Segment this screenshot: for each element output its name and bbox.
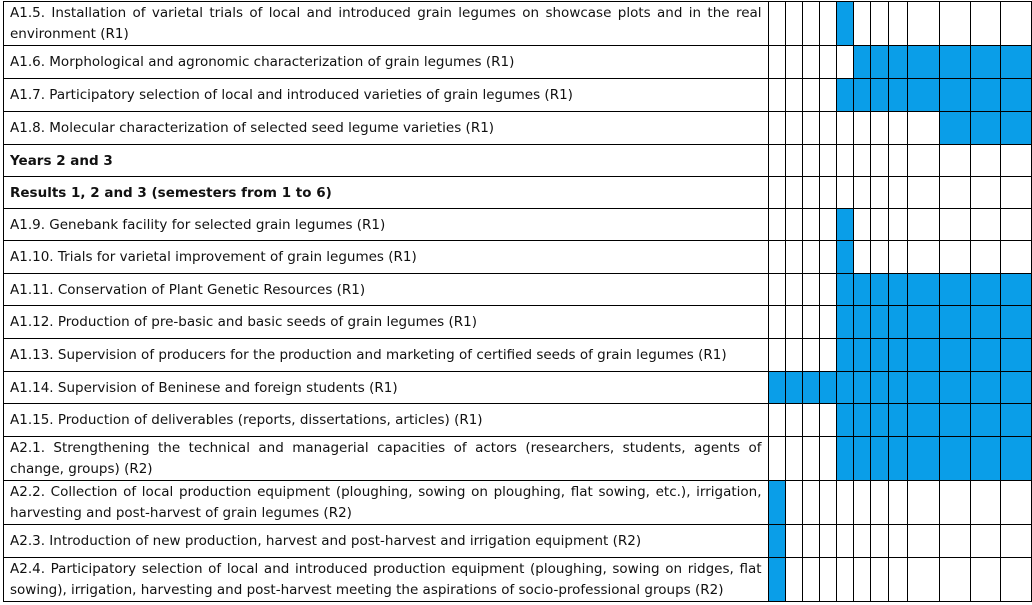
period-cell-empty xyxy=(820,112,837,145)
table-row xyxy=(4,339,1032,372)
period-cell-empty xyxy=(803,112,820,145)
table-row xyxy=(4,145,1032,177)
activity-label: A2.2. Collection of local production equipment (ploughing, sowing on ploughing, flat sowing, etc.), irrigation, harvesting and post-harvest of grain legumes (R2) xyxy=(4,481,769,525)
period-cell-filled xyxy=(970,46,1001,79)
period-cell-filled xyxy=(939,274,970,306)
period-cell-filled xyxy=(908,372,940,404)
period-cell-empty xyxy=(820,241,837,274)
period-cell-empty xyxy=(853,525,870,558)
period-cell-empty xyxy=(786,177,803,209)
period-cell-empty xyxy=(786,209,803,241)
period-cell-empty xyxy=(836,112,853,145)
period-cell-filled xyxy=(970,372,1001,404)
period-cell-empty xyxy=(786,79,803,112)
period-cell-empty xyxy=(786,241,803,274)
period-cell-filled xyxy=(853,339,870,372)
period-cell-empty xyxy=(820,339,837,372)
table-row xyxy=(4,46,1032,79)
table-row xyxy=(4,209,1032,241)
period-cell-filled xyxy=(939,306,970,339)
period-cell-empty xyxy=(939,209,970,241)
period-cell-empty xyxy=(768,2,786,46)
period-cell-empty xyxy=(1001,525,1032,558)
period-cell-empty xyxy=(820,558,837,602)
period-cell-empty xyxy=(908,558,940,602)
period-cell-empty xyxy=(768,274,786,306)
section-heading: Results 1, 2 and 3 (semesters from 1 to 6) xyxy=(4,177,769,209)
period-cell-filled xyxy=(820,372,837,404)
period-cell-filled xyxy=(870,437,889,481)
period-cell-empty xyxy=(836,177,853,209)
period-cell-empty xyxy=(803,437,820,481)
period-cell-empty xyxy=(939,145,970,177)
period-cell-empty xyxy=(768,306,786,339)
period-cell-empty xyxy=(908,145,940,177)
period-cell-empty xyxy=(889,525,908,558)
period-cell-filled xyxy=(939,404,970,437)
period-cell-empty xyxy=(889,481,908,525)
period-cell-empty xyxy=(939,2,970,46)
period-cell-empty xyxy=(820,79,837,112)
period-cell-empty xyxy=(803,46,820,79)
period-cell-filled xyxy=(853,46,870,79)
period-cell-empty xyxy=(836,145,853,177)
period-cell-empty xyxy=(820,209,837,241)
period-cell-empty xyxy=(853,2,870,46)
period-cell-filled xyxy=(1001,372,1032,404)
period-cell-empty xyxy=(803,241,820,274)
period-cell-empty xyxy=(1001,145,1032,177)
period-cell-empty xyxy=(820,274,837,306)
table-row xyxy=(4,558,1032,602)
period-cell-empty xyxy=(908,209,940,241)
period-cell-empty xyxy=(786,2,803,46)
period-cell-filled xyxy=(836,209,853,241)
period-cell-empty xyxy=(1001,177,1032,209)
period-cell-empty xyxy=(970,177,1001,209)
period-cell-empty xyxy=(786,112,803,145)
period-cell-empty xyxy=(786,339,803,372)
period-cell-filled xyxy=(889,372,908,404)
period-cell-filled xyxy=(870,404,889,437)
section-heading: Years 2 and 3 xyxy=(4,145,769,177)
period-cell-filled xyxy=(836,79,853,112)
period-cell-filled xyxy=(853,79,870,112)
table-row xyxy=(4,177,1032,209)
period-cell-empty xyxy=(768,241,786,274)
period-cell-empty xyxy=(803,79,820,112)
period-cell-empty xyxy=(786,306,803,339)
period-cell-filled xyxy=(970,274,1001,306)
period-cell-empty xyxy=(820,306,837,339)
period-cell-empty xyxy=(786,145,803,177)
period-cell-filled xyxy=(768,481,786,525)
period-cell-empty xyxy=(908,112,940,145)
period-cell-empty xyxy=(870,2,889,46)
period-cell-filled xyxy=(889,437,908,481)
period-cell-empty xyxy=(970,145,1001,177)
period-cell-empty xyxy=(970,558,1001,602)
period-cell-empty xyxy=(870,481,889,525)
period-cell-filled xyxy=(870,372,889,404)
activity-label: A1.15. Production of deliverables (reports, dissertations, articles) (R1) xyxy=(4,404,769,437)
activity-label: A1.12. Production of pre-basic and basic seeds of grain legumes (R1) xyxy=(4,306,769,339)
period-cell-filled xyxy=(1001,437,1032,481)
period-cell-empty xyxy=(1001,558,1032,602)
period-cell-empty xyxy=(786,404,803,437)
period-cell-empty xyxy=(853,241,870,274)
period-cell-filled xyxy=(939,79,970,112)
period-cell-filled xyxy=(939,46,970,79)
period-cell-filled xyxy=(853,306,870,339)
period-cell-empty xyxy=(939,481,970,525)
period-cell-empty xyxy=(970,241,1001,274)
schedule-table xyxy=(3,1,1032,602)
period-cell-filled xyxy=(853,372,870,404)
period-cell-filled xyxy=(1001,404,1032,437)
period-cell-filled xyxy=(853,274,870,306)
period-cell-empty xyxy=(836,481,853,525)
period-cell-filled xyxy=(1001,46,1032,79)
period-cell-empty xyxy=(803,274,820,306)
activity-label: A1.14. Supervision of Beninese and foreign students (R1) xyxy=(4,372,769,404)
period-cell-filled xyxy=(803,372,820,404)
table-row xyxy=(4,481,1032,525)
period-cell-empty xyxy=(870,177,889,209)
period-cell-empty xyxy=(768,209,786,241)
period-cell-empty xyxy=(939,525,970,558)
period-cell-empty xyxy=(853,145,870,177)
period-cell-filled xyxy=(889,274,908,306)
period-cell-empty xyxy=(870,525,889,558)
period-cell-empty xyxy=(1001,241,1032,274)
table-row xyxy=(4,112,1032,145)
period-cell-empty xyxy=(889,112,908,145)
period-cell-empty xyxy=(853,481,870,525)
period-cell-empty xyxy=(853,209,870,241)
period-cell-empty xyxy=(970,2,1001,46)
activity-label: A2.3. Introduction of new production, harvest and post-harvest and irrigation equipment (R2) xyxy=(4,525,769,558)
period-cell-filled xyxy=(836,274,853,306)
period-cell-empty xyxy=(820,437,837,481)
period-cell-filled xyxy=(889,339,908,372)
period-cell-empty xyxy=(803,558,820,602)
period-cell-empty xyxy=(803,145,820,177)
period-cell-filled xyxy=(970,404,1001,437)
period-cell-filled xyxy=(939,372,970,404)
period-cell-filled xyxy=(768,558,786,602)
period-cell-empty xyxy=(768,177,786,209)
activity-label: A1.9. Genebank facility for selected grain legumes (R1) xyxy=(4,209,769,241)
period-cell-filled xyxy=(970,339,1001,372)
period-cell-empty xyxy=(820,525,837,558)
period-cell-filled xyxy=(870,339,889,372)
period-cell-empty xyxy=(870,145,889,177)
period-cell-empty xyxy=(820,177,837,209)
period-cell-filled xyxy=(768,372,786,404)
activity-label: A1.13. Supervision of producers for the production and marketing of certified seeds of grain legumes (R1) xyxy=(4,339,769,372)
period-cell-empty xyxy=(768,79,786,112)
period-cell-filled xyxy=(889,46,908,79)
period-cell-filled xyxy=(1001,79,1032,112)
period-cell-empty xyxy=(836,558,853,602)
period-cell-empty xyxy=(786,481,803,525)
period-cell-filled xyxy=(1001,306,1032,339)
period-cell-empty xyxy=(803,177,820,209)
period-cell-filled xyxy=(870,46,889,79)
period-cell-empty xyxy=(786,437,803,481)
period-cell-empty xyxy=(889,2,908,46)
table-row xyxy=(4,372,1032,404)
table-row xyxy=(4,2,1032,46)
period-cell-filled xyxy=(1001,339,1032,372)
period-cell-empty xyxy=(889,209,908,241)
period-cell-filled xyxy=(836,2,853,46)
period-cell-filled xyxy=(836,241,853,274)
period-cell-empty xyxy=(803,2,820,46)
table-row xyxy=(4,525,1032,558)
period-cell-empty xyxy=(820,2,837,46)
period-cell-empty xyxy=(853,112,870,145)
period-cell-empty xyxy=(768,404,786,437)
period-cell-empty xyxy=(786,274,803,306)
period-cell-empty xyxy=(803,209,820,241)
period-cell-filled xyxy=(908,437,940,481)
activity-label: A1.6. Morphological and agronomic characterization of grain legumes (R1) xyxy=(4,46,769,79)
period-cell-filled xyxy=(768,525,786,558)
period-cell-empty xyxy=(1001,2,1032,46)
period-cell-empty xyxy=(908,177,940,209)
activity-label: A1.8. Molecular characterization of selected seed legume varieties (R1) xyxy=(4,112,769,145)
activity-label: A2.4. Participatory selection of local and introduced production equipment (ploughing, sowing on ridges, flat sowing), irrigation, harvesting and post-harvest meeting the aspirations of socio-professional groups (R2) xyxy=(4,558,769,602)
period-cell-empty xyxy=(768,145,786,177)
period-cell-filled xyxy=(836,339,853,372)
period-cell-filled xyxy=(786,372,803,404)
table-row xyxy=(4,437,1032,481)
period-cell-empty xyxy=(870,558,889,602)
period-cell-filled xyxy=(939,112,970,145)
period-cell-filled xyxy=(870,79,889,112)
period-cell-filled xyxy=(853,404,870,437)
period-cell-filled xyxy=(908,46,940,79)
period-cell-empty xyxy=(786,46,803,79)
activity-label: A1.5. Installation of varietal trials of local and introduced grain legumes on showcase plots and in the real environment (R1) xyxy=(4,2,769,46)
table-row xyxy=(4,306,1032,339)
period-cell-empty xyxy=(908,241,940,274)
period-cell-empty xyxy=(853,177,870,209)
period-cell-empty xyxy=(870,112,889,145)
period-cell-filled xyxy=(908,274,940,306)
period-cell-empty xyxy=(970,525,1001,558)
period-cell-empty xyxy=(889,558,908,602)
activity-label: A1.11. Conservation of Plant Genetic Resources (R1) xyxy=(4,274,769,306)
period-cell-filled xyxy=(908,339,940,372)
period-cell-empty xyxy=(836,46,853,79)
period-cell-empty xyxy=(768,112,786,145)
period-cell-empty xyxy=(908,481,940,525)
period-cell-filled xyxy=(970,79,1001,112)
period-cell-empty xyxy=(889,145,908,177)
period-cell-empty xyxy=(870,241,889,274)
period-cell-empty xyxy=(803,404,820,437)
period-cell-filled xyxy=(908,404,940,437)
period-cell-filled xyxy=(970,437,1001,481)
period-cell-filled xyxy=(970,306,1001,339)
period-cell-empty xyxy=(768,46,786,79)
period-cell-filled xyxy=(1001,274,1032,306)
period-cell-empty xyxy=(870,209,889,241)
period-cell-empty xyxy=(803,306,820,339)
period-cell-empty xyxy=(889,177,908,209)
period-cell-empty xyxy=(820,145,837,177)
period-cell-filled xyxy=(870,306,889,339)
period-cell-filled xyxy=(889,79,908,112)
period-cell-filled xyxy=(870,274,889,306)
period-cell-empty xyxy=(939,558,970,602)
table-row xyxy=(4,79,1032,112)
period-cell-empty xyxy=(820,481,837,525)
period-cell-filled xyxy=(908,306,940,339)
period-cell-empty xyxy=(1001,209,1032,241)
period-cell-empty xyxy=(803,525,820,558)
period-cell-empty xyxy=(820,46,837,79)
period-cell-empty xyxy=(939,177,970,209)
period-cell-empty xyxy=(820,404,837,437)
table-row xyxy=(4,274,1032,306)
period-cell-empty xyxy=(1001,481,1032,525)
table-row xyxy=(4,241,1032,274)
period-cell-filled xyxy=(836,372,853,404)
period-cell-filled xyxy=(836,306,853,339)
period-cell-empty xyxy=(853,558,870,602)
period-cell-filled xyxy=(889,306,908,339)
period-cell-filled xyxy=(908,79,940,112)
period-cell-empty xyxy=(768,437,786,481)
period-cell-empty xyxy=(939,241,970,274)
period-cell-empty xyxy=(768,339,786,372)
activity-label: A1.10. Trials for varietal improvement of grain legumes (R1) xyxy=(4,241,769,274)
period-cell-empty xyxy=(908,525,940,558)
period-cell-filled xyxy=(1001,112,1032,145)
period-cell-filled xyxy=(836,404,853,437)
table-row xyxy=(4,404,1032,437)
activity-label: A2.1. Strengthening the technical and managerial capacities of actors (researchers, students, agents of change, groups) (R2) xyxy=(4,437,769,481)
period-cell-empty xyxy=(786,525,803,558)
period-cell-filled xyxy=(970,112,1001,145)
period-cell-empty xyxy=(908,2,940,46)
period-cell-empty xyxy=(970,481,1001,525)
period-cell-filled xyxy=(939,437,970,481)
period-cell-empty xyxy=(970,209,1001,241)
period-cell-filled xyxy=(853,437,870,481)
period-cell-filled xyxy=(836,437,853,481)
period-cell-empty xyxy=(803,339,820,372)
period-cell-empty xyxy=(836,525,853,558)
schedule-body xyxy=(4,2,1032,602)
period-cell-filled xyxy=(889,404,908,437)
period-cell-empty xyxy=(803,481,820,525)
period-cell-filled xyxy=(939,339,970,372)
period-cell-empty xyxy=(889,241,908,274)
period-cell-empty xyxy=(786,558,803,602)
activity-label: A1.7. Participatory selection of local and introduced varieties of grain legumes (R1) xyxy=(4,79,769,112)
